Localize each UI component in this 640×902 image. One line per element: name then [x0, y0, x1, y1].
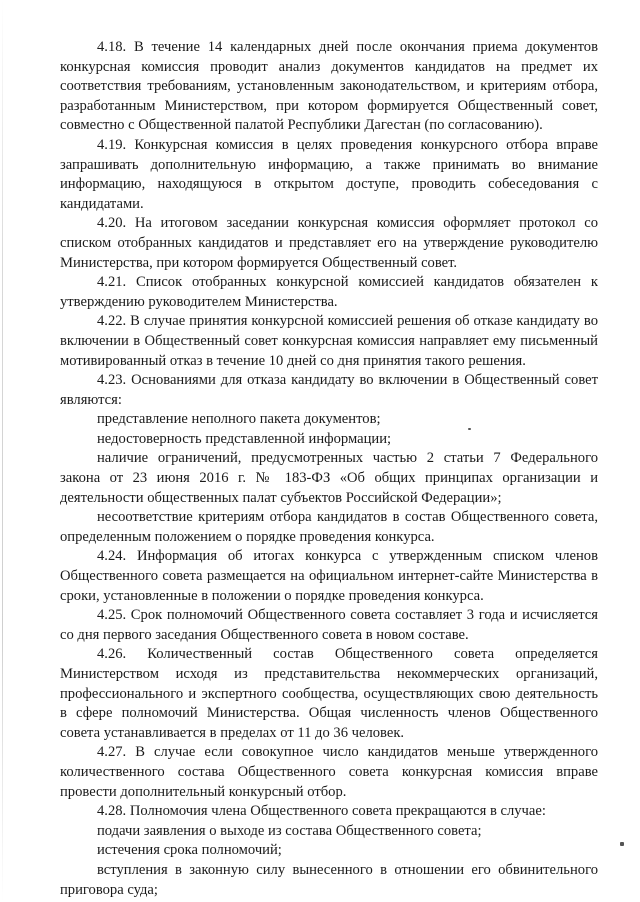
list-item: вступления в законную силу вынесенного в отношении его обвинительного приговора суда; — [60, 861, 598, 898]
scan-speck — [620, 842, 624, 846]
list-item: недостоверность представленной информации; — [97, 430, 392, 447]
paragraph-4-20: 4.20. На итоговом заседании конкурсная комиссия оформляет протокол со списком отобранных кандидатов и представляет его на утверждение руководителю Министерства, при котором формируется Общественный совет. — [60, 215, 598, 271]
paragraph-4-22: 4.22. В случае принятия конкурсной комиссией решения об отказе кандидату во включении в Общественный совет конкурсная комиссия направляет ему письменный мотивированный отказ в течение 10 дней со дня принятия такого решения. — [60, 313, 598, 369]
paragraph-4-27: 4.27. В случае если совокупное число кандидатов меньше утвержденного количественного состава Общественного совета конкурсная комиссия вправе провести дополнительный конкурсный отбор. — [60, 744, 598, 800]
paragraph-4-19: 4.19. Конкурсная комиссия в целях проведения конкурсного отбора вправе запрашивать дополнительную информацию, а также принимать во внимание информацию, находящуюся в открытом доступе, проводить собеседования с кандидатами. — [60, 136, 598, 212]
scan-speck — [468, 428, 471, 430]
list-item: наличие ограничений, предусмотренных частью 2 статьи 7 Федерального закона от 23 июня 2016 г. № 183-ФЗ «Об общих принципах организации и деятельности общественных палат субъектов Российской Федерации»; — [60, 450, 598, 506]
paragraph-4-25: 4.25. Срок полномочий Общественного совета составляет 3 года и исчисляется со дня первого заседания Общественного совета в новом составе. — [60, 607, 598, 643]
paragraph-4-21: 4.21. Список отобранных конкурсной комиссией кандидатов обязателен к утверждению руководителем Министерства. — [60, 274, 598, 310]
paragraph-4-18: 4.18. В течение 14 календарных дней после окончания приема документов конкурсная комиссия проводит анализ документов кандидатов на предмет их соответствия требованиям, установленным законодательством, и критериям отбора, разработанным Министерством, при котором формируется Общественный совет, совместно с Общественной палатой Республики Дагестан (по согласованию). — [60, 39, 598, 134]
paragraph-4-28: 4.28. Полномочия члена Общественного совета прекращаются в случае: — [97, 803, 546, 820]
list-item: несоответствие критериям отбора кандидатов в состав Общественного совета, определенным положением о порядке проведения конкурса. — [60, 509, 598, 545]
paragraph-4-24: 4.24. Информация об итогах конкурса с утвержденным списком членов Общественного совета размещается на официальном интернет-сайте Министерства в сроки, установленные в положении о порядке проведения конкурса. — [60, 548, 598, 604]
paragraph-4-26: 4.26. Количественный состав Общественного совета определяется Министерством исходя из представительства некоммерческих организаций, профессионального и экспертного сообщества, осуществляющих свою деятельность в сфере полномочий Министерства. Общая численность членов Общественного совета устанавливается в пределах от 11 до 36 человек. — [60, 646, 598, 741]
list-item: истечения срока полномочий; — [97, 842, 282, 859]
scan-edge-shadow — [2, 0, 3, 902]
list-item: представление неполного пакета документов; — [97, 411, 381, 428]
paragraph-4-23: 4.23. Основаниями для отказа кандидату во включении в Общественный совет являются: — [60, 372, 598, 408]
document-page — [60, 38, 598, 900]
list-item: подачи заявления о выходе из состава Общественного совета; — [97, 822, 482, 839]
